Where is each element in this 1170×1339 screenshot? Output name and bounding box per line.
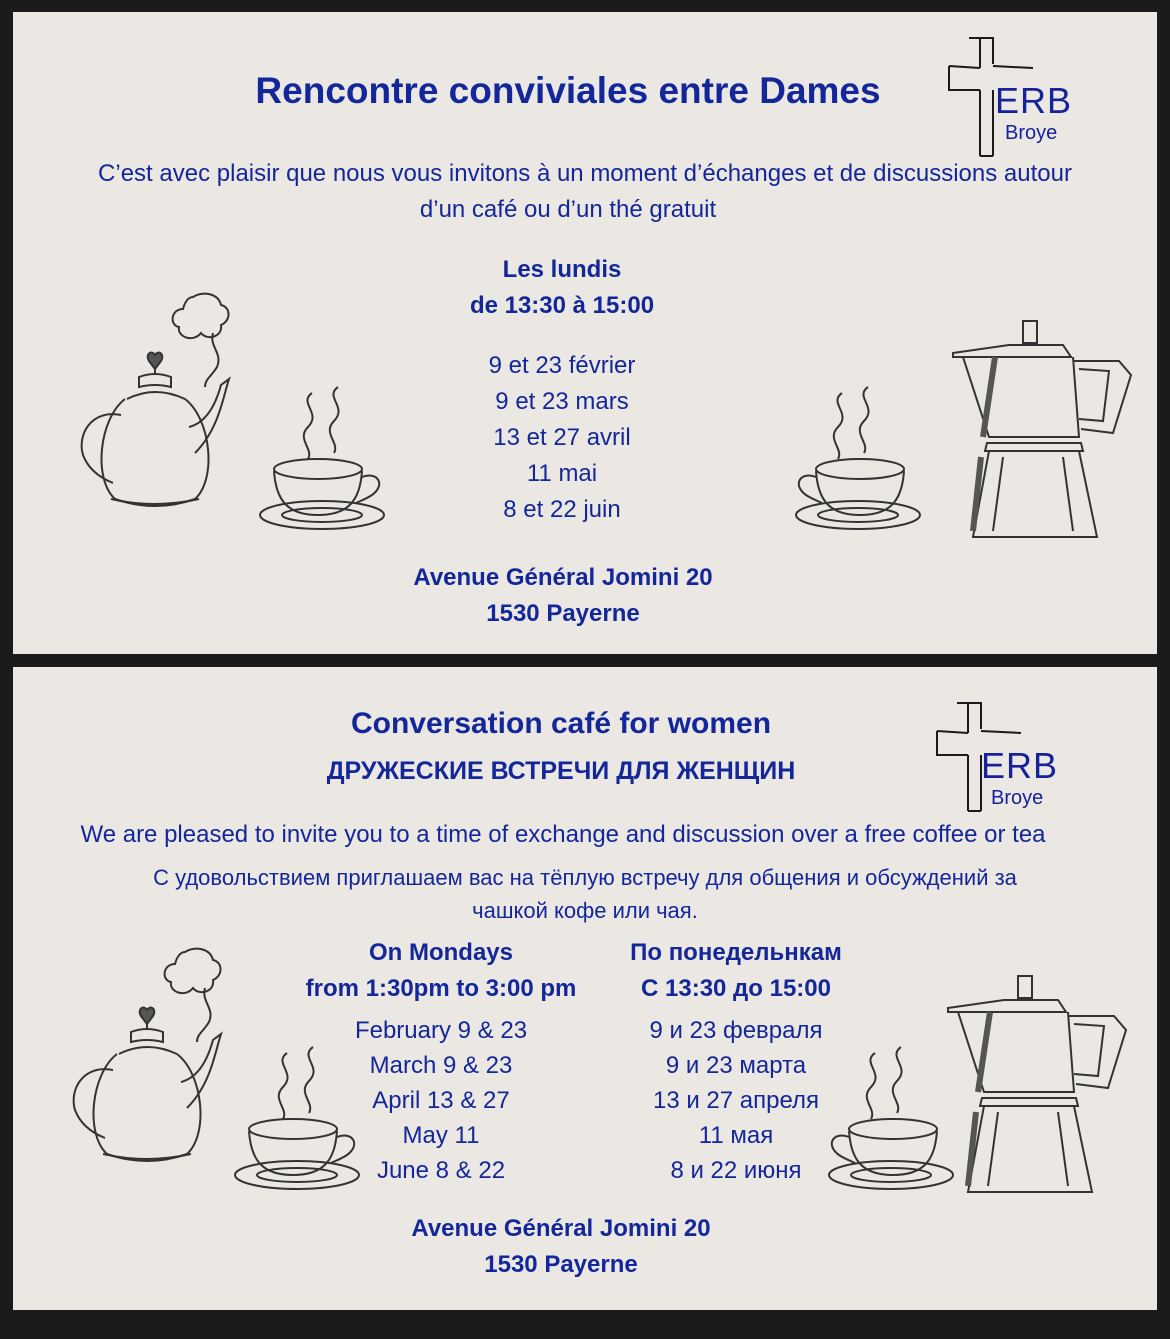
date-item: 9 и 23 февраля <box>649 1017 823 1044</box>
erb-broye-logo <box>943 34 1083 159</box>
schedule-day: Les lundis <box>502 256 622 283</box>
coffee-cup-icon <box>233 1047 373 1192</box>
date-item: 11 mai <box>526 460 598 487</box>
date-item: 8 и 22 июня <box>670 1157 802 1184</box>
intro-en: We are pleased to invite you to a time of exchange and discussion over a free coffee or tea <box>80 821 1046 848</box>
address-line-2: 1530 Payerne <box>484 1251 638 1278</box>
schedule-day-ru: По понедельнкам <box>630 939 842 966</box>
date-item: 13 и 27 апреля <box>652 1087 820 1114</box>
date-item: May 11 <box>402 1122 480 1149</box>
schedule-time-ru: С 13:30 до 15:00 <box>641 975 831 1002</box>
flyer-card-french <box>13 12 1157 654</box>
flyer-card-english-russian <box>13 667 1157 1310</box>
schedule-time-en: from 1:30pm to 3:00 pm <box>305 975 577 1002</box>
flyer-title-en: Conversation café for women <box>350 707 772 740</box>
date-item: February 9 & 23 <box>354 1017 528 1044</box>
logo-broye-text: Broye <box>1005 122 1058 144</box>
date-item: 11 мая <box>698 1122 774 1149</box>
date-item: June 8 & 22 <box>376 1157 506 1184</box>
flyer-title-ru: ДРУЖЕСКИЕ ВСТРЕЧИ ДЛЯ ЖЕНЩИН <box>326 757 796 785</box>
date-item: 8 et 22 juin <box>503 496 621 523</box>
schedule-time: de 13:30 à 15:00 <box>469 292 655 319</box>
address-line-1: Avenue Général Jomini 20 <box>411 1215 711 1242</box>
date-item: 9 и 23 марта <box>665 1052 807 1079</box>
flyer-title-fr: Rencontre conviviales entre Dames <box>255 70 881 111</box>
erb-broye-logo <box>931 699 1071 824</box>
logo-broye-text: Broye <box>991 787 1044 809</box>
date-item: 9 et 23 février <box>488 352 636 379</box>
date-item: 9 et 23 mars <box>495 388 629 415</box>
coffee-cup-icon <box>258 387 398 532</box>
intro-line-1: C’est avec plaisir que nous vous invitons à un moment d’échanges et de discussions autour <box>98 160 1072 187</box>
logo-erb-text: ERB <box>995 80 1073 121</box>
teapot-icon <box>63 287 243 517</box>
date-item: 13 et 27 avril <box>493 424 631 451</box>
intro-line-2: d’un café ou d’un thé gratuit <box>419 196 717 223</box>
intro-ru-line-2: чашкой кофе или чая. <box>472 898 698 923</box>
date-item: March 9 & 23 <box>369 1052 513 1079</box>
date-item: April 13 & 27 <box>372 1087 510 1114</box>
schedule-day-en: On Mondays <box>368 939 513 966</box>
teapot-icon <box>55 942 235 1172</box>
moka-pot-icon <box>938 972 1138 1197</box>
address-line-1: Avenue Général Jomini 20 <box>413 564 713 591</box>
logo-erb-text: ERB <box>981 745 1059 786</box>
intro-ru-line-1: С удовольствием приглашаем вас на тёплую встречу для общения и обсуждений за <box>153 865 1017 890</box>
address-line-2: 1530 Payerne <box>486 600 640 627</box>
dates-list <box>362 348 762 528</box>
moka-pot-icon <box>943 317 1143 542</box>
coffee-cup-icon <box>788 387 928 532</box>
